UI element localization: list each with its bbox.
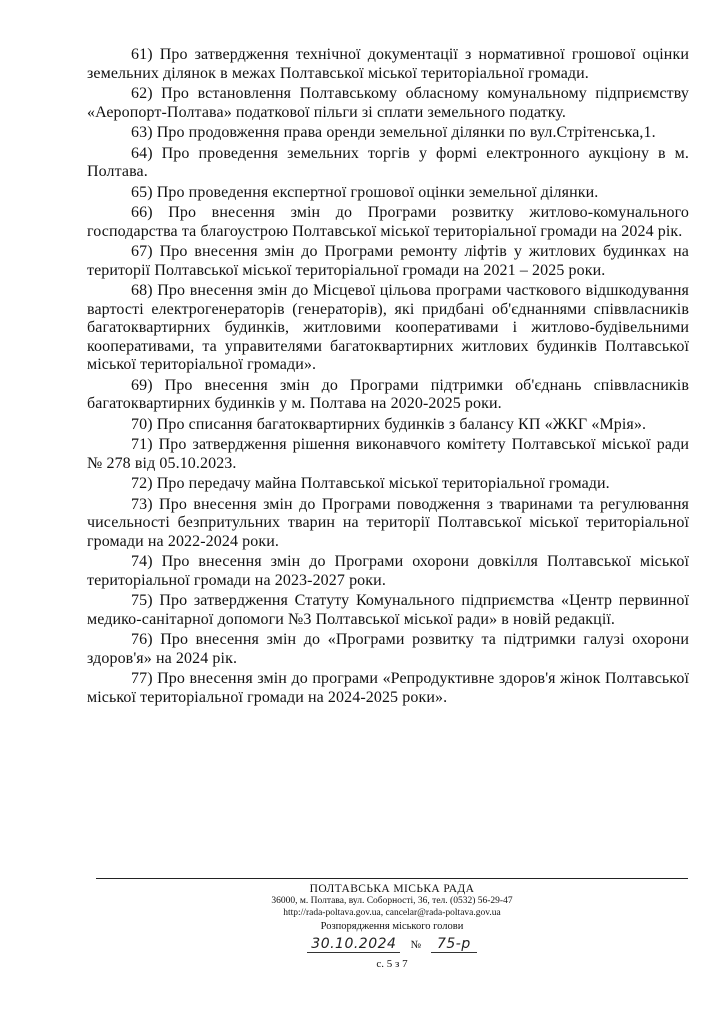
handwritten-date: 30.10.2024 bbox=[307, 936, 400, 953]
footer-order-title: Розпорядження міського голови bbox=[320, 921, 464, 932]
number-sign: № bbox=[410, 939, 421, 951]
agenda-item-72: 72) Про передачу майна Полтавської міської територіальної громади. bbox=[131, 475, 610, 492]
footer-address: 36000, м. Полтава, вул. Соборності, 36, тел. (0532) 56-29-47 bbox=[271, 896, 513, 906]
agenda-item-75: 75) Про затвердження Статуту Комунального підприємства «Центр первинної медико-санітарної допомоги №3 Полтавської міської ради» в новій редакції. bbox=[87, 592, 689, 628]
agenda-item-69: 69) Про внесення змін до Програми підтримки об'єднань співвласників багатоквартирних будинків у м. Полтава на 2020-2025 роки. bbox=[87, 376, 689, 412]
agenda-item-73: 73) Про внесення змін до Програми поводження з тваринами та регулювання чисельності безпритульних тварин на території Полтавської міської територіальної громади на 2022-2024 роки. bbox=[87, 495, 689, 550]
agenda-item-68: 68) Про внесення змін до Місцевої цільова програми часткового відшкодування вартості електрогенераторів (генераторів), які придбані об'єднаннями співвласників багатоквартирних будинків, житловими кооперативами і житлово-будівельними кооперативами, та управителями багатоквартирних житлових будинків Полтавської міської територіальної громади». bbox=[87, 282, 689, 373]
page-number: с. 5 з 7 bbox=[376, 958, 408, 970]
agenda-list bbox=[87, 46, 689, 709]
agenda-item-65: 65) Про проведення експертної грошової оцінки земельної ділянки. bbox=[131, 183, 599, 201]
agenda-item-71: 71) Про затвердження рішення виконавчого комітету Полтавської міської ради № 278 від 05.10.2023. bbox=[87, 436, 689, 472]
agenda-item-70: 70) Про списання багатоквартирних будинків з балансу КП «ЖКГ «Мрія». bbox=[131, 415, 647, 433]
footer-divider bbox=[96, 878, 688, 879]
agenda-item-74: 74) Про внесення змін до Програми охорони довкілля Полтавської міської територіальної громади на 2023-2027 роки. bbox=[87, 553, 689, 589]
document-footer bbox=[96, 882, 688, 971]
footer-organization: ПОЛТАВСЬКА МІСЬКА РАДА bbox=[309, 883, 475, 895]
agenda-item-63: 63) Про продовження права оренди земельної ділянки по вул.Стрітенська,1. bbox=[131, 124, 656, 141]
agenda-item-77: 77) Про внесення змін до програми «Репродуктивне здоров'я жінок Полтавської міської територіальної громади на 2024-2025 роки». bbox=[87, 670, 689, 706]
agenda-item-67: 67) Про внесення змін до Програми ремонту ліфтів у житлових будинках на території Полтавської міської територіальної громади на 2021 – 2025 роки. bbox=[87, 243, 689, 279]
footer-links: http://rada-poltava.gov.ua, cancelar@rada-poltava.gov.ua bbox=[283, 907, 501, 918]
agenda-item-76: 76) Про внесення змін до «Програми розвитку та підтримки галузі охорони здоров'я» на 2024 рік. bbox=[87, 631, 689, 667]
agenda-item-66: 66) Про внесення змін до Програми розвитку житлово-комунального господарства та благоустрою Полтавської міської територіальної громади на 2024 рік. bbox=[87, 204, 689, 240]
agenda-item-61: 61) Про затвердження технічної документації з нормативної грошової оцінки земельних ділянок в межах Полтавської міської територіальної громади. bbox=[87, 46, 689, 82]
handwritten-number: 75-р bbox=[431, 936, 477, 953]
footer-order-reference bbox=[96, 933, 688, 955]
agenda-item-62: 62) Про встановлення Полтавському обласному комунальному підприємству «Аеропорт-Полтава» податкової пільги зі сплати земельного податку. bbox=[87, 85, 689, 121]
agenda-item-64: 64) Про проведення земельних торгів у формі електронного аукціону в м. Полтава. bbox=[87, 144, 689, 180]
